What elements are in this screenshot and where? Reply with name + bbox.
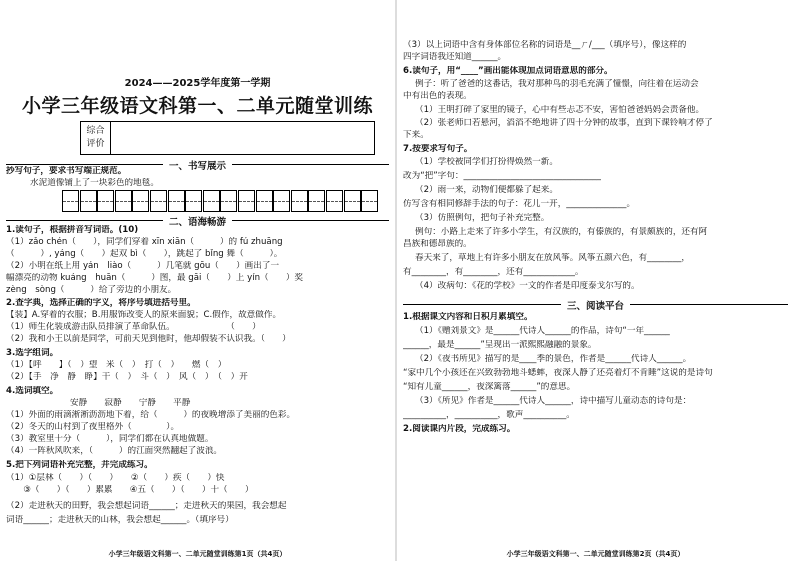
writing-cell-guide [292, 201, 307, 202]
writing-cell-guide [63, 201, 78, 202]
section-language-title: 二、语海畅游 [163, 217, 232, 228]
q4-line: （3）教室里十分（ ），同学们都在认真地做题。 [6, 434, 214, 444]
section-writing-title: 一、书写展示 [163, 161, 232, 172]
writing-cell[interactable] [344, 190, 361, 212]
r1-line: （3）《所见》作者是______代诗人______，诗中描写儿童动态的诗句是： [415, 396, 692, 406]
writing-cell[interactable] [291, 190, 308, 212]
writing-cell[interactable] [308, 190, 325, 212]
writing-cell[interactable] [168, 190, 185, 212]
q3-line: （2）【手 净 静 睁】干（ ） 斗（ ） 风（ ） （ ）开 [6, 372, 248, 382]
q7-line: （2）雨一来，动物们便都躲了起来。 [415, 185, 558, 195]
writing-cell-guide [151, 201, 166, 202]
writing-cell[interactable] [97, 190, 114, 212]
r1-line: __________，__________，歌声__________。 [403, 410, 575, 420]
writing-cell[interactable] [326, 190, 343, 212]
section-reading [397, 298, 794, 312]
r1-title: 1.根据课文内容和日积月累填空。 [403, 312, 533, 322]
q6-line: （1）王明打碎了家里的镜子，心中有些忐忑不安，害怕爸爸妈妈会责备他。 [415, 105, 705, 115]
r1-line: （1）《赠刘景文》是______代诗人______的作品，诗句“一年______ [415, 326, 670, 336]
writing-cell[interactable] [80, 190, 97, 212]
q4-title: 4.选词填空。 [6, 386, 59, 396]
q1-line: （2）小明在纸上用 yán liào（ ）几笔就 gōu（ ）画出了一 [6, 261, 280, 271]
writing-cell-guide [362, 201, 377, 202]
q1-line: （1）zǎo chén（ ），同学们穿着 xīn xiān（ ）的 fú zhuāng [6, 237, 283, 247]
q6-line: （2）张老师口若悬河，滔滔不绝地讲了四十分钟的故事，直到下课铃响才停了 [415, 118, 713, 128]
writing-cell[interactable] [220, 190, 237, 212]
s1-question: 抄写句子，要求书写端正规范。 [6, 166, 127, 176]
writing-cell[interactable] [150, 190, 167, 212]
q1-line: 幅漂亮的动物 kuáng huān（ ）图，最 gāi（ ）上 yín（ ）奖 [6, 273, 304, 283]
writing-grid[interactable] [62, 190, 380, 212]
writing-cell[interactable] [361, 190, 378, 212]
writing-cell-guide [345, 201, 360, 202]
eval-label-2: 评价 [86, 139, 105, 149]
writing-cell-guide [239, 201, 254, 202]
writing-cell-guide [274, 201, 289, 202]
writing-cell-guide [204, 201, 219, 202]
q7-line: 改为“把”字句：________________________________ [403, 171, 601, 181]
q7-line: 昌族和德昂族的。 [403, 239, 472, 249]
year-title: 2024——2025学年度第一学期 [124, 78, 271, 89]
r1-line: “家中几个小孩还在兴致勃勃地斗蟋蟀，夜深人静了还亮着灯不肯睡”这说的是诗句 [403, 368, 713, 378]
q1-title: 1.读句子，根据拼音写词语。(10) [6, 225, 139, 235]
writing-cell-guide [133, 201, 148, 202]
q3-line: （1）【呼 】（ ）望 米（ ） 打（ ） 燃（ ） [6, 360, 227, 370]
q5-line: ③（ ）（ ）累累 ④五（ ）（ ）十（ ） [6, 485, 254, 495]
q7-line: 例句：小路上走来了许多小学生，有汉族的，有傣族的，有景颇族的，还有阿 [415, 227, 708, 237]
evaluation-label [81, 122, 111, 154]
writing-cell[interactable] [132, 190, 149, 212]
r3-line: 四字词语我还知道______。 [403, 52, 507, 62]
page-footer: 小学三年级语文科第一、二单元随堂训练第1页（共4页） [108, 550, 287, 558]
q4-words: 安静 寂静 宁静 平静 [70, 398, 191, 408]
writing-cell[interactable] [256, 190, 273, 212]
writing-cell[interactable] [115, 190, 132, 212]
q3-title: 3.选字组词。 [6, 348, 59, 358]
s1-sentence: 水泥道像铺上了一块彩色的地毯。 [30, 178, 159, 188]
q7-line: （3）仿照例句，把句子补充完整。 [415, 213, 550, 223]
writing-cell-guide [81, 201, 96, 202]
section-reading-title: 三、阅读平台 [561, 301, 630, 312]
writing-cell[interactable] [203, 190, 220, 212]
writing-cell-guide [98, 201, 113, 202]
writing-cell-guide [257, 201, 272, 202]
q6-title: 6.读句子，用“____”画出能体现加点词语意思的部分。 [403, 66, 613, 76]
q7-line: （1）学校被同学们打扮得焕然一新。 [415, 157, 558, 167]
q2-line: （1）师生化装成游击队员排演了革命队伍。 （ ） [6, 322, 261, 332]
q7-title: 7.按要求写句子。 [403, 144, 473, 154]
q7-line: 仿写含有相同修辞手法的句子：花儿一开，______________。 [403, 199, 636, 209]
q5-line: （2）走进秋天的田野，我会想起词语______；走进秋天的果园，我会想起 [6, 501, 287, 511]
eval-label-1: 综合 [86, 126, 105, 136]
q4-line: （1）外面的雨滴淅淅沥沥地下着，给（ ）的夜晚增添了美丽的色彩。 [6, 410, 296, 420]
q6-example: 中有出色的表现。 [403, 91, 472, 101]
r1-line: “知有儿童______，夜深篱落______”的意思。 [403, 382, 576, 392]
r1-line: ______，最是______”呈现出一派熙熙融融的景象。 [403, 340, 597, 350]
writing-cell[interactable] [238, 190, 255, 212]
q1-line: zèng sòng（ ）给了旁边的小朋友。 [6, 285, 177, 295]
q7-line: （4）改病句：《花的学校》一文的作者是印度泰戈尔写的。 [415, 281, 640, 291]
r2-title: 2.阅读课内片段，完成练习。 [403, 424, 516, 434]
q1-line: （ ）, yáng（ ）起双 bì（ ），跳起了 bǐng 舞（ ）。 [6, 249, 283, 259]
r1-line: （2）《夜书所见》描写的是____季的景色，作者是______代诗人______。 [415, 354, 692, 364]
q5-title: 5.把下列词语补充完整，并完成练习。 [6, 460, 153, 470]
writing-cell-guide [186, 201, 201, 202]
evaluation-box [80, 121, 375, 155]
r3-line: （3）以上词语中含有身体部位名称的词语是__ㄏ/___（填序号），像这样的 [403, 40, 687, 50]
writing-cell[interactable] [185, 190, 202, 212]
q5-line: 词语______；走进秋天的山林，我会想起______。（填序号） [6, 515, 234, 525]
q6-example: 例子：听了爸爸的这番话，我对那种鸟的羽毛充满了憧憬，向往着在运动会 [415, 79, 699, 89]
q7-line: 有________，有________，还有____________。 [403, 267, 584, 277]
writing-cell-guide [309, 201, 324, 202]
q5-line: （1）①层林（ ）（ ） ②（ ）疾（ ）快 [6, 473, 225, 483]
right-page [397, 0, 794, 561]
q2-line: 【装】A.穿着的衣服；B.用服饰改变人的原来面貌；C.假作，故意做作。 [6, 310, 282, 320]
q4-line: （2）冬天的山村到了夜里格外（ ）。 [6, 422, 180, 432]
q2-title: 2.查字典，选择正确的字义，将序号填进括号里。 [6, 298, 196, 308]
page-footer: 小学三年级语文科第一、二单元随堂训练第2页（共4页） [506, 550, 685, 558]
q4-line: （4）一阵秋风吹来，（ ）的江面突然翻起了波浪。 [6, 446, 223, 456]
writing-cell-guide [327, 201, 342, 202]
writing-cell[interactable] [273, 190, 290, 212]
left-page [0, 0, 395, 561]
writing-cell-guide [221, 201, 236, 202]
writing-cell[interactable] [62, 190, 79, 212]
q2-line: （2）我和小王以前是同学，可前天见到他时，他却假装不认识我。（ ） [6, 334, 291, 344]
q6-line: 下来。 [403, 130, 429, 140]
q7-line: 春天来了，草地上有许多小朋友在放风筝。风筝五颜六色，有________， [415, 253, 691, 263]
writing-cell-guide [116, 201, 131, 202]
writing-cell-guide [169, 201, 184, 202]
page-title: 小学三年级语文科第一、二单元随堂训练 [21, 95, 373, 117]
